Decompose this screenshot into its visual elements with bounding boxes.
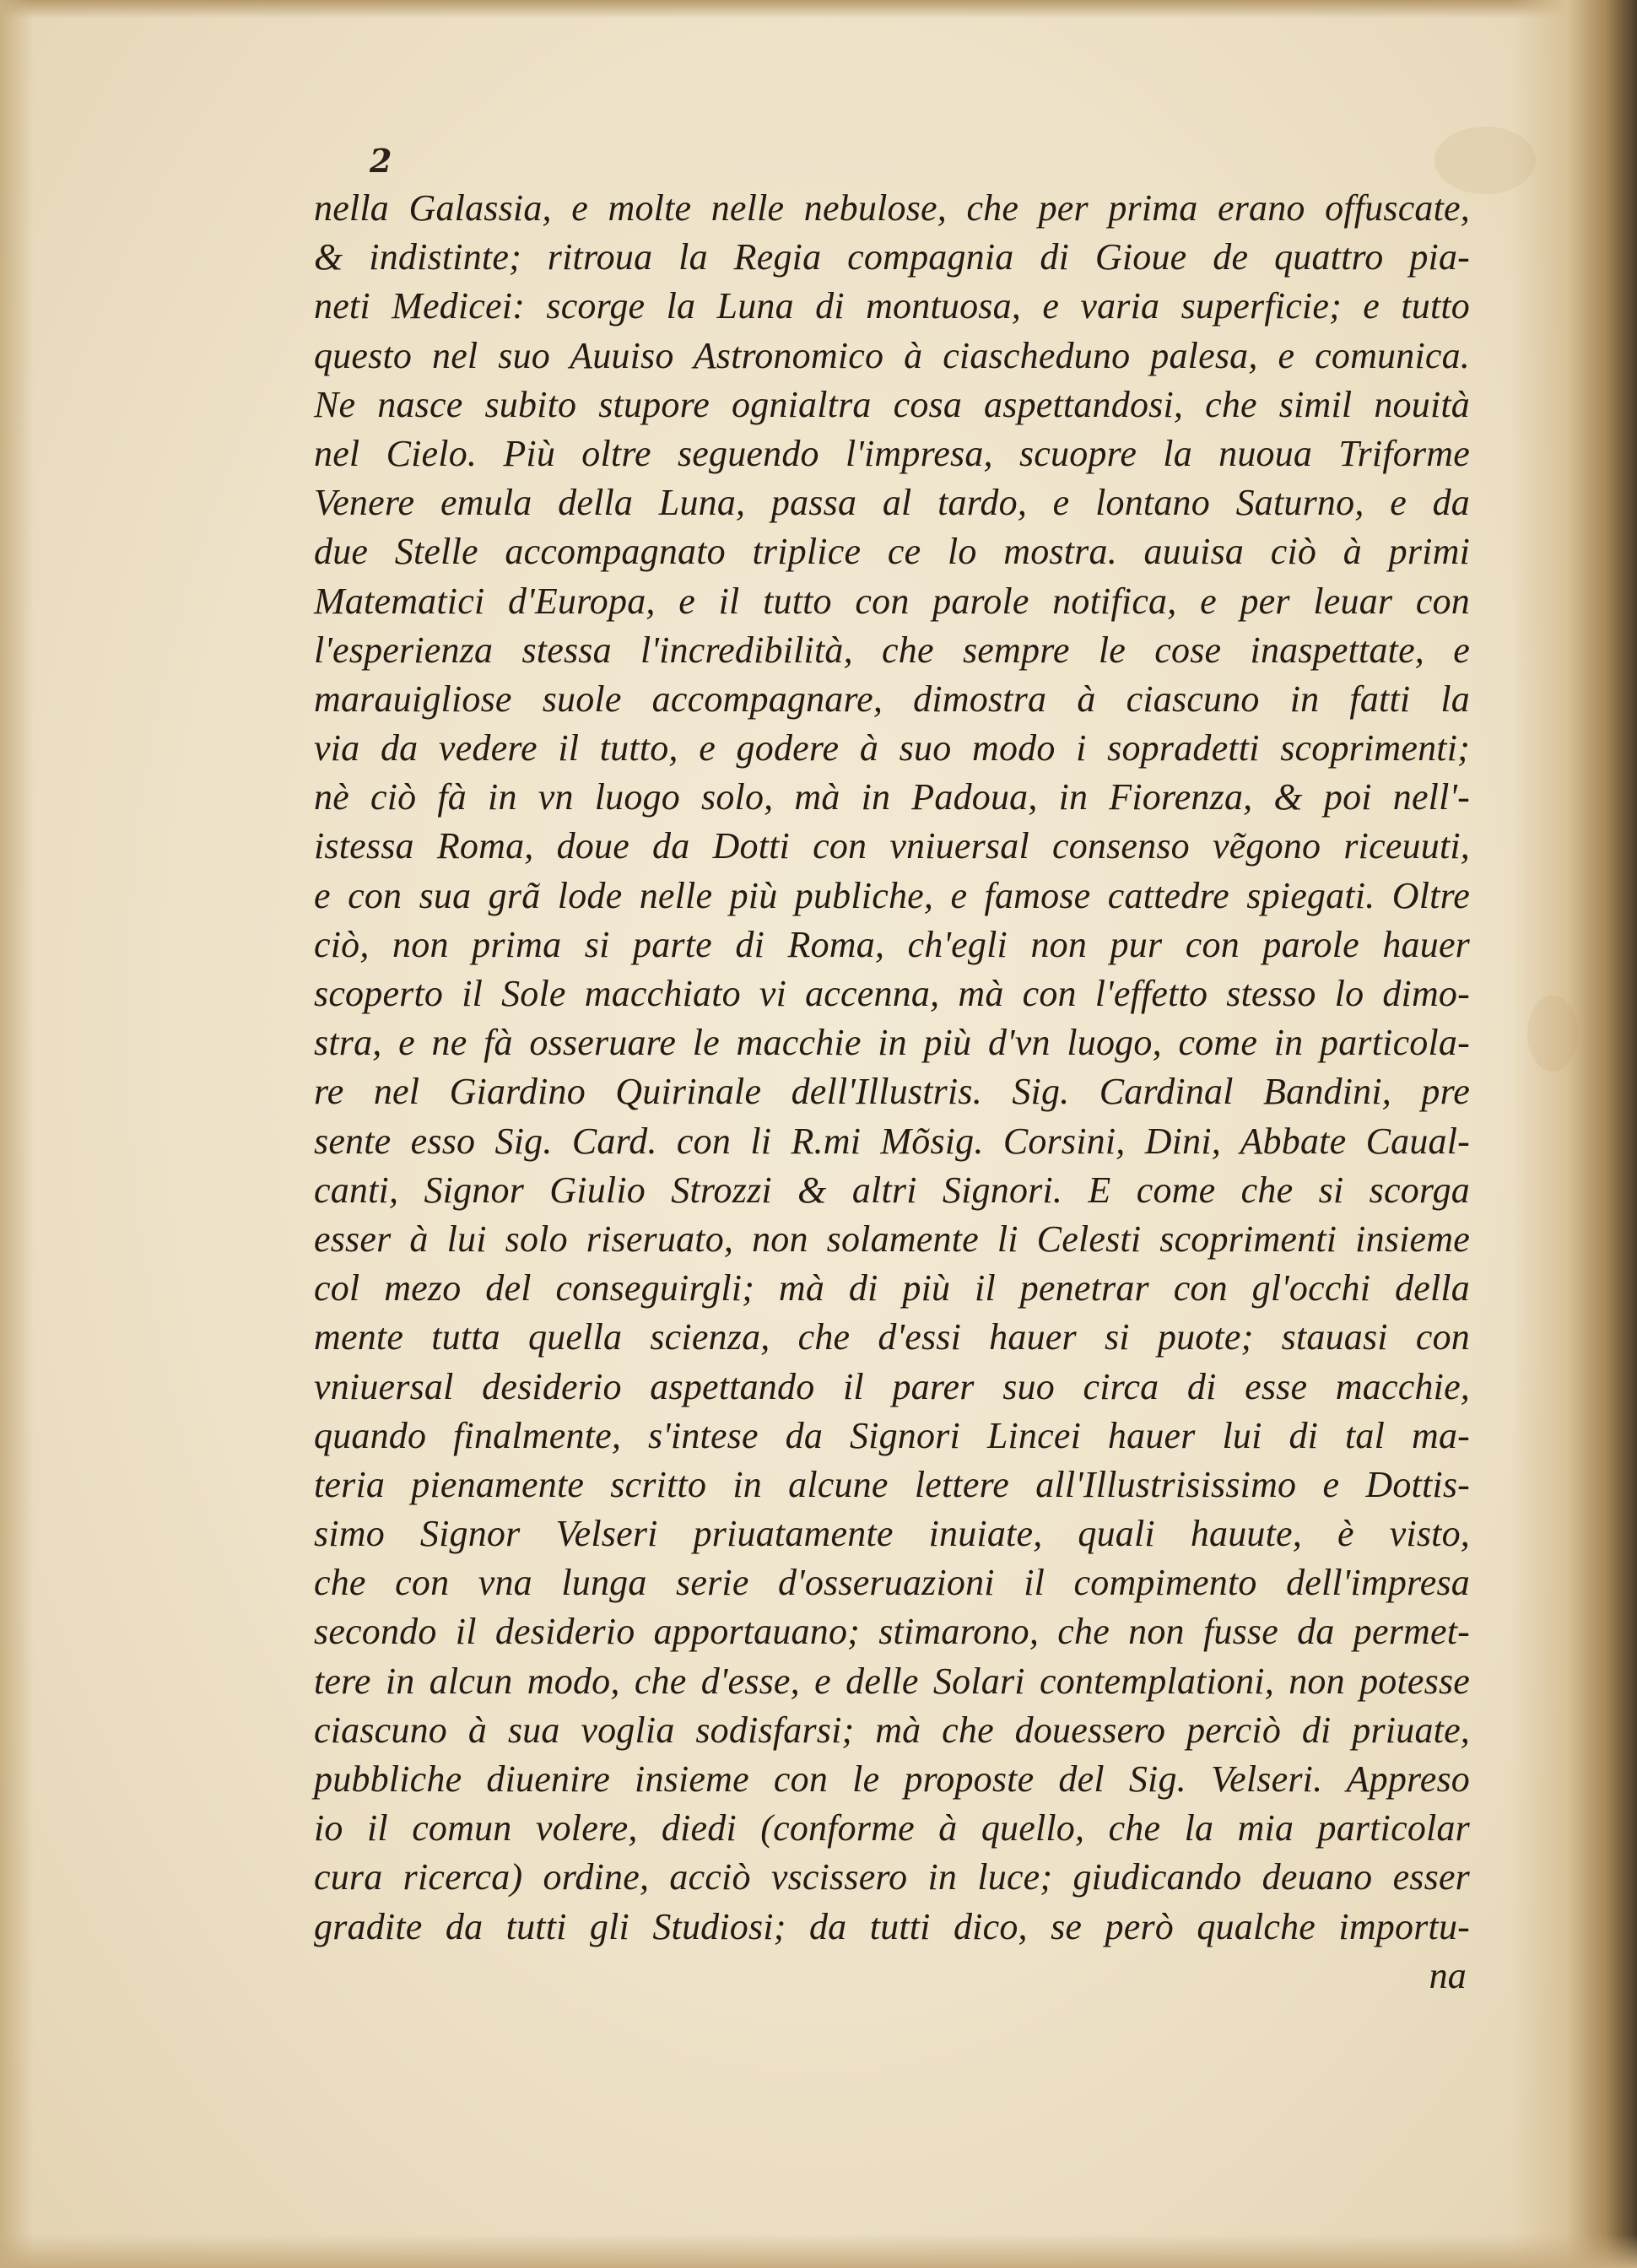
text-line: tere in alcun modo, che d'esse, e delle Solari contemplationi, non potesse <box>314 1660 1470 1702</box>
text-line: ciascuno à sua voglia sodisfarsi; mà che douessero perciò di priuate, <box>314 1709 1470 1751</box>
text-line: esser à lui solo riseruato, non solamente li Celesti scoprimenti insieme <box>314 1218 1470 1260</box>
text-line: e con sua grã lode nelle più publiche, e famose cattedre spiegati. Oltre <box>314 874 1470 916</box>
text-line: secondo il desiderio apportauano; stimarono, che non fusse da permet- <box>314 1611 1470 1653</box>
text-line: io il comun volere, diedi (conforme à quello, che la mia particolar <box>314 1807 1470 1850</box>
text-line: vniuersal desiderio aspettando il parer suo circa di esse macchie, <box>314 1365 1470 1407</box>
text-line: questo nel suo Auuiso Astronomico à ciascheduno palesa, e comunica. <box>314 334 1470 376</box>
text-line: ciò, non prima si parte di Roma, ch'egli non pur con parole hauer <box>314 923 1470 965</box>
page-edge-top <box>0 0 1637 19</box>
text-line: canti, Signor Giulio Strozzi & altri Signori. E come che si scorga <box>314 1169 1470 1211</box>
text-line: & indistinte; ritroua la Regia compagnia di Gioue de quattro pia- <box>314 236 1470 278</box>
text-line: neti Medicei: scorge la Luna di montuosa, e varia superficie; e tutto <box>314 285 1470 327</box>
text-line: gradite da tutti gli Studiosi; da tutti dico, se però qualche importu- <box>314 1905 1470 1947</box>
text-line: Matematici d'Europa, e il tutto con parole notifica, e per leuar con <box>314 580 1470 622</box>
text-line: cura ricerca) ordine, acciò vscissero in luce; giudicando deuano esser <box>314 1856 1470 1898</box>
catchword: na <box>1429 1954 1467 1996</box>
text-line: due Stelle accompagnato triplice ce lo mostra. auuisa ciò à primi <box>314 531 1470 573</box>
text-line: l'esperienza stessa l'incredibilità, che sempre le cose inaspettate, e <box>314 629 1470 671</box>
page-number: 2 <box>370 142 392 180</box>
text-line: marauigliose suole accompagnare, dimostra à ciascuno in fatti la <box>314 678 1470 720</box>
text-line: nella Galassia, e molte nelle nebulose, che per prima erano offuscate, <box>314 187 1470 229</box>
text-line: Venere emula della Luna, passa al tardo, e lontano Saturno, e da <box>314 482 1470 524</box>
text-line: simo Signor Velseri priuatamente inuiate, quali hauute, è visto, <box>314 1513 1470 1555</box>
text-line: Ne nasce subito stupore ognialtra cosa aspettandosi, che simil nouità <box>314 383 1470 425</box>
text-line: istessa Roma, doue da Dotti con vniuersal consenso vẽgono riceuuti, <box>314 825 1470 867</box>
text-line: scoperto il Sole macchiato vi accenna, mà con l'effetto stesso lo dimo- <box>314 973 1470 1014</box>
text-line: col mezo del conseguirgli; mà di più il penetrar con gl'occhi della <box>314 1267 1470 1310</box>
text-line: nel Cielo. Più oltre seguendo l'impresa, scuopre la nuoua Triforme <box>314 432 1470 474</box>
page-edge-right <box>1510 0 1637 2268</box>
text-line: re nel Giardino Quirinale dell'Illustris. Sig. Cardinal Bandini, pre <box>314 1071 1470 1113</box>
text-line: via da vedere il tutto, e godere à suo modo i sopradetti scoprimenti; <box>314 727 1470 770</box>
page-edge-bottom <box>0 2234 1637 2268</box>
text-line: nè ciò fà in vn luogo solo, mà in Padoua, in Fiorenza, & poi nell'- <box>314 776 1470 818</box>
paper-stain <box>1527 996 1578 1072</box>
text-line: teria pienamente scritto in alcune lettere all'Illustrisissimo e Dottis- <box>314 1463 1470 1505</box>
body-text <box>314 184 1470 2001</box>
page-edge-left <box>0 0 34 2268</box>
text-line: sente esso Sig. Card. con li R.mi Mõsig. Corsini, Dini, Abbate Caual- <box>314 1120 1470 1162</box>
text-line: quando finalmente, s'intese da Signori Lincei hauer lui di tal ma- <box>314 1414 1470 1456</box>
text-line: stra, e ne fà osseruare le macchie in più d'vn luogo, come in particola- <box>314 1022 1470 1064</box>
text-line: che con vna lunga serie d'osseruazioni il compimento dell'impresa <box>314 1562 1470 1604</box>
text-line: mente tutta quella scienza, che d'essi hauer si puote; stauasi con <box>314 1316 1470 1358</box>
text-line: pubbliche diuenire insieme con le proposte del Sig. Velseri. Appreso <box>314 1758 1470 1800</box>
